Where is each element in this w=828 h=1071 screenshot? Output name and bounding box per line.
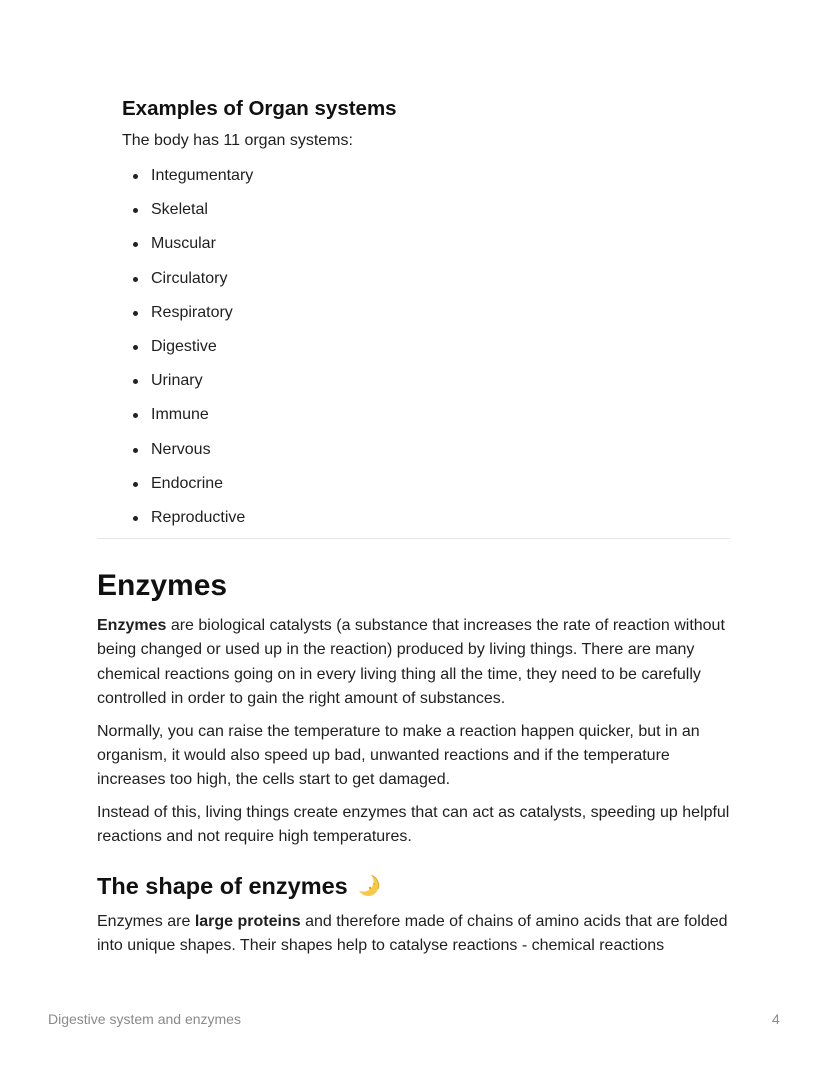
list-item: Endocrine [122,473,253,507]
list-item: Integumentary [122,165,253,199]
organ-systems-list [122,165,253,541]
enzymes-paragraph-3: Instead of this, living things create enzymes that can act as catalysts, speeding up helpful reactions and not require high temperatures. [97,803,730,845]
enzyme-shape-text-start: Enzymes are [97,913,195,930]
organ-systems-heading: Examples of Organ systems [122,97,397,120]
enzymes-heading: Enzymes [97,569,228,602]
list-item: Immune [122,404,253,438]
list-item: Muscular [122,233,253,267]
enzymes-paragraph-1 [97,614,737,711]
crescent-moon-icon [356,873,380,897]
organ-systems-intro: The body has 11 organ systems: [122,132,353,149]
list-item: Reproductive [122,507,253,541]
footer-document-title: Digestive system and enzymes [48,1011,241,1027]
list-item: Urinary [122,370,253,404]
list-item: Circulatory [122,268,253,302]
enzyme-shape-heading-text: The shape of enzymes [97,873,348,899]
enzyme-shape-heading [97,873,380,900]
enzymes-paragraph-2: Normally, you can raise the temperature to make a reaction happen quicker, but in an organism, it would also speed up bad, unwanted reactions and if the temperature increases too high, the cells start to get damaged. [97,722,700,789]
list-item: Respiratory [122,302,253,336]
list-item: Digestive [122,336,253,370]
list-item: Nervous [122,439,253,473]
footer-page-number: 4 [772,1011,780,1027]
list-item: Skeletal [122,199,253,233]
large-proteins-term: large proteins [194,913,301,930]
section-divider [97,538,730,539]
enzymes-term: Enzymes [97,617,167,634]
enzyme-shape-paragraph [97,910,737,959]
enzymes-definition: are biological catalysts (a substance that increases the rate of reaction without being changed or used up in the reaction) produced by living things. There are many chemical reactions going on in every living thing all the time, they need to be carefully controlled in order to gain the right amount of substances. [97,617,725,707]
enzyme-shape-text-rest: and therefore made of chains of amino acids that are folded into unique shapes. Their shapes help to catalyse reactions - chemical reactions [97,913,728,955]
